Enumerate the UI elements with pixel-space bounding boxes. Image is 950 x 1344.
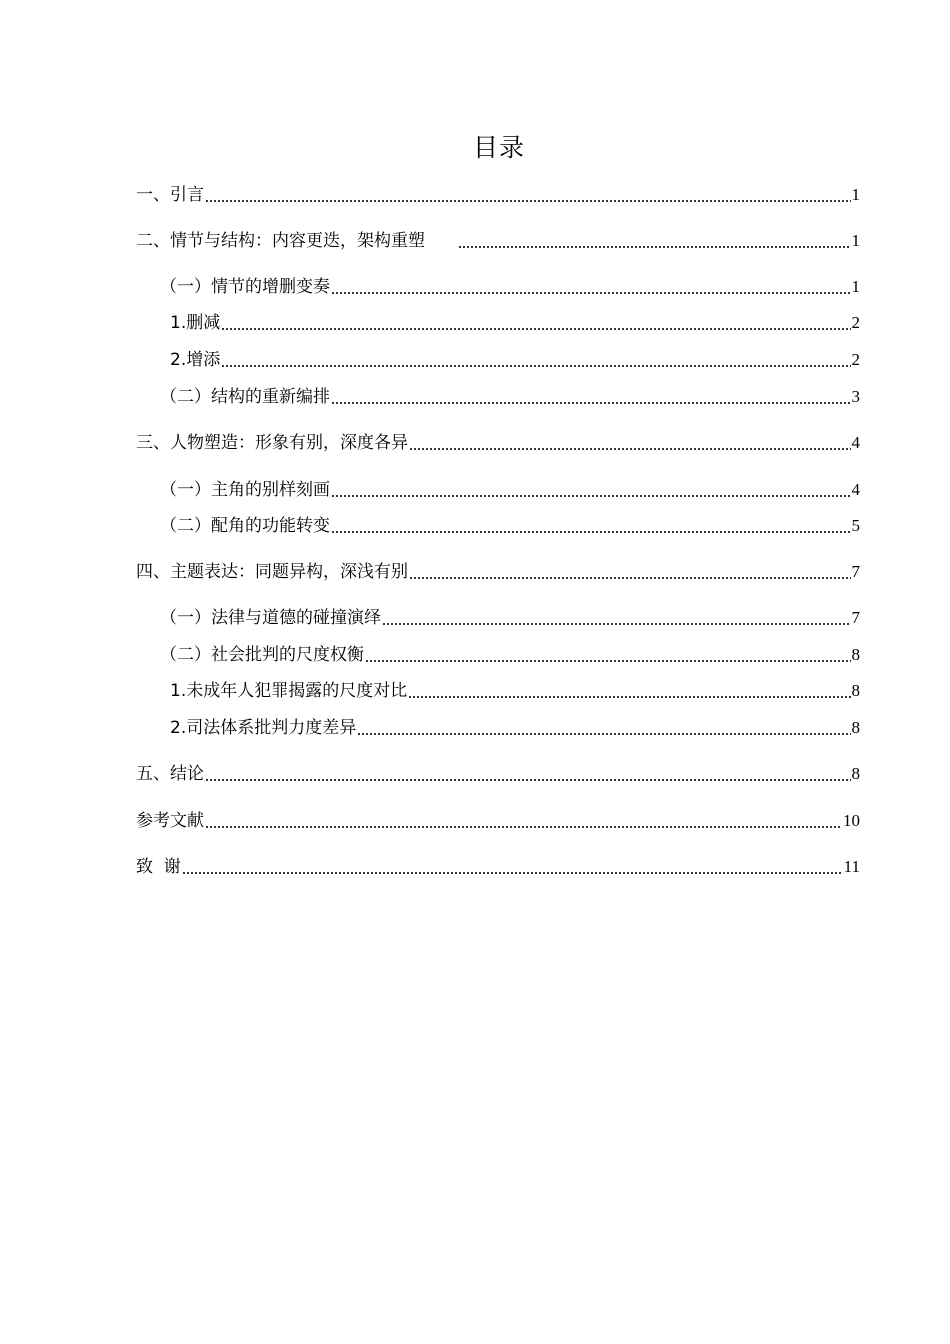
toc-entry-label: （一）情节的增删变奏 (160, 277, 330, 297)
toc-entry-subsection-4-2-2[interactable] (170, 716, 860, 740)
toc-entry-label: 1.未成年人犯罪揭露的尺度对比 (170, 681, 408, 701)
toc-entry-page: 7 (851, 562, 860, 581)
toc-entry-section-4-2[interactable] (160, 643, 860, 667)
toc-entry-acknowledgements[interactable] (136, 855, 860, 879)
toc-entry-label: 参考文献 (136, 811, 204, 831)
dot-leader (458, 246, 850, 248)
toc-entry-subsection-2-1-1[interactable] (170, 311, 860, 335)
toc-entry-page: 8 (851, 645, 860, 664)
dot-leader (205, 779, 851, 781)
dot-leader (221, 365, 850, 367)
toc-entry-conclusion[interactable] (136, 762, 860, 786)
toc-entry-label: 三、人物塑造：形象有别，深度各异 (136, 433, 408, 453)
toc-entry-label: 2.司法体系批判力度差异 (170, 718, 357, 738)
toc-entry-page: 2 (851, 313, 860, 332)
toc-entry-label: （一）法律与道德的碰撞演绎 (160, 608, 381, 628)
toc-entry-page: 4 (851, 480, 860, 499)
toc-entry-introduction[interactable] (136, 183, 860, 207)
toc-entry-page: 1 (851, 231, 860, 250)
dot-leader (331, 495, 851, 497)
toc-entry-section-2-2[interactable] (160, 385, 860, 409)
toc-entry-section-3-1[interactable] (160, 478, 860, 502)
toc-entry-label: 致 谢 (136, 857, 181, 877)
dot-leader (408, 696, 850, 698)
toc-entry-section-3-2[interactable] (160, 514, 860, 538)
toc-entry-chapter-4[interactable] (136, 560, 860, 584)
dot-leader (409, 577, 851, 579)
toc-entry-page: 1 (851, 185, 860, 204)
dot-leader (331, 531, 851, 533)
toc-entry-label: （二）配角的功能转变 (160, 516, 330, 536)
toc-entry-page: 8 (851, 718, 860, 737)
dot-leader (409, 448, 851, 450)
dot-leader (382, 623, 851, 625)
toc-entry-label: 五、结论 (136, 764, 204, 784)
toc-entry-references[interactable] (136, 809, 860, 833)
toc-entry-label: （二）社会批判的尺度权衡 (160, 645, 364, 665)
dot-leader (182, 872, 843, 874)
toc-entry-page: 11 (843, 857, 860, 876)
toc-entry-subsection-2-1-2[interactable] (170, 348, 860, 372)
toc-entry-page: 4 (851, 433, 860, 452)
toc-entry-page: 8 (851, 681, 860, 700)
toc-entry-page: 10 (843, 811, 860, 830)
toc-entry-section-2-1[interactable] (160, 275, 860, 299)
toc-entry-subsection-4-2-1[interactable] (170, 679, 860, 703)
toc-entry-label: 一、引言 (136, 185, 204, 205)
toc-entry-page: 8 (851, 764, 860, 783)
dot-leader (221, 328, 850, 330)
toc-entry-label: 四、主题表达：同题异构，深浅有别 (136, 562, 408, 582)
toc-entry-page: 3 (851, 387, 860, 406)
dot-leader (205, 826, 842, 828)
dot-leader (357, 733, 850, 735)
toc-entry-label: （一）主角的别样刻画 (160, 480, 330, 500)
dot-leader (205, 200, 851, 202)
toc-entry-label: （二）结构的重新编排 (160, 387, 330, 407)
dot-leader (331, 402, 851, 404)
toc-entry-page: 1 (851, 277, 860, 296)
toc-entry-page: 5 (851, 516, 860, 535)
toc-entry-chapter-2[interactable] (136, 229, 860, 253)
dot-leader (331, 292, 851, 294)
toc-title: 目录 (472, 133, 525, 162)
toc-entry-section-4-1[interactable] (160, 606, 860, 630)
dot-leader (365, 660, 851, 662)
toc-entry-page: 7 (851, 608, 860, 627)
toc-entry-label: 1.删减 (170, 313, 221, 333)
toc-entry-label: 2.增添 (170, 350, 221, 370)
toc-entry-label: 二、情节与结构：内容更迭，架构重塑 (136, 231, 458, 251)
toc-entry-page: 2 (851, 350, 860, 369)
toc-entry-chapter-3[interactable] (136, 431, 860, 455)
